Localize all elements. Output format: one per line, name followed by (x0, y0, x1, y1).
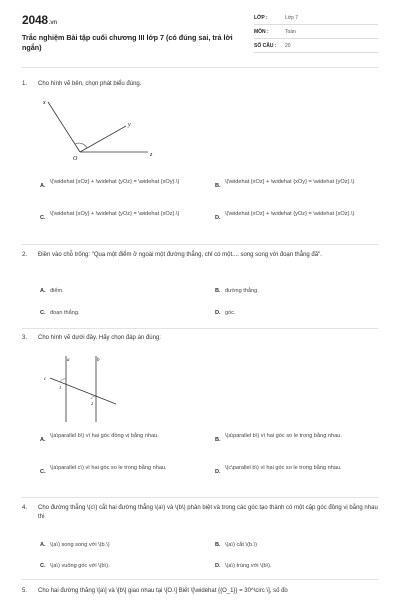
option-text: \(a\) trùng với \(b\). (225, 563, 272, 569)
meta-label: MÔN : (254, 29, 269, 35)
option-letter: D. (215, 563, 221, 569)
option-text: \(\widehat {xOz} + \widehat {yOz} = \widehat {xOz}.\) (225, 211, 355, 217)
option-text: \(c\parallel b\) vì hai góc so le trong bằng nhau. (225, 465, 342, 471)
question-5 (22, 587, 378, 599)
option-letter: A. (40, 183, 46, 189)
meta-label: LỚP : (254, 15, 268, 21)
label-b: b (97, 358, 100, 363)
option-letter: D. (215, 310, 221, 316)
option-letter: D. (215, 215, 221, 221)
option-text: góc. (225, 310, 236, 316)
angle-figure (40, 96, 160, 166)
question-text: Cho hai đường thẳng \[a\] và \[b\] giao nhau tại \[O.\] Biết \[\widehat {{O_1}} = 30^\circ \], số đo (38, 588, 288, 594)
option-letter: B. (215, 183, 221, 189)
question-text: Cho đường thẳng \(c\) cắt hai đường thẳng \(a\) và \(b\) phân biệt và trong các góc tạo thành có một cặp góc đồng vị bằng nhau thì (38, 505, 378, 520)
label-angle-1: 1 (59, 385, 62, 390)
label-c: c (44, 377, 47, 382)
question-number: 4. (22, 505, 28, 511)
ray-oy (80, 126, 126, 152)
option-text: \(\widehat {xOz} + \widehat {xOy} = \widehat {yOz}.\) (225, 179, 355, 185)
question-number: 5. (22, 588, 28, 594)
option-text: \(a\parallel c\) vì hai góc so le trong bằng nhau. (50, 465, 167, 471)
meta-value: Lớp 7 (285, 15, 299, 21)
meta-row-count (254, 40, 378, 53)
question-divider (22, 244, 378, 245)
meta-row-class (254, 12, 378, 25)
option-letter: D. (215, 469, 221, 475)
option-text: \(a\) song song với \(b.\) (50, 542, 110, 548)
option-text: \(a\) cắt \(b.\) (225, 542, 258, 548)
label-a: a (67, 358, 70, 363)
option-letter: B. (215, 437, 221, 443)
option-text: điểm. (50, 288, 64, 294)
question-text: Điền vào chỗ trống: "Qua một điểm ở ngoài một đường thẳng, chỉ có một.... song song với đoạn thẳng đã". (38, 252, 322, 258)
question-number: 3. (22, 335, 28, 341)
label-z: z (150, 152, 153, 158)
question-text: Cho hình vẽ bên, chọn phát biểu đúng. (38, 81, 142, 87)
option-letter: C. (40, 563, 46, 569)
logo-suffix: .vn (48, 20, 57, 26)
option-letter: A. (40, 288, 46, 294)
option-text: \(a\parallel b\) vì hai góc đồng vị bằng nhau. (50, 433, 159, 439)
question-3 (22, 334, 378, 494)
header-divider (22, 67, 378, 68)
logo-text: 2048 (22, 13, 48, 27)
option-text: \(\widehat {xOz} + \widehat {yOz} = \widehat {xOy}.\) (50, 179, 180, 185)
option-text: đường thẳng. (225, 288, 259, 294)
question-divider (22, 328, 378, 329)
option-letter: A. (40, 437, 46, 443)
label-y: y (128, 122, 131, 128)
question-4 (22, 504, 378, 576)
question-number: 1. (22, 81, 28, 87)
parallel-lines-figure (40, 352, 140, 424)
site-logo[interactable] (22, 13, 57, 27)
question-1 (22, 80, 378, 240)
option-letter: C. (40, 310, 46, 316)
option-letter: C. (40, 215, 46, 221)
question-text: Cho hình vẽ dưới đây. Hãy chọn đáp án đúng: (38, 335, 161, 341)
meta-row-subject (254, 26, 378, 39)
label-o: O (73, 156, 78, 162)
document-title: Trắc nghiệm Bài tập cuối chương III lớp 7 (có đúng sai, trả lời ngắn) (22, 33, 233, 52)
question-divider (22, 579, 378, 580)
label-angle-2: 2 (91, 401, 94, 406)
option-letter: A. (40, 542, 46, 548)
option-letter: B. (215, 288, 221, 294)
angle-arc-2 (91, 396, 96, 399)
option-text: \(a\) vuông góc với \(b\). (50, 563, 110, 569)
meta-label: SỐ CÂU : (254, 43, 277, 49)
angle-arc-1 (60, 379, 66, 382)
question-number: 2. (22, 252, 28, 258)
ray-ox (48, 102, 80, 152)
question-divider (22, 497, 378, 498)
option-letter: B. (215, 542, 221, 548)
meta-value: 20 (285, 43, 291, 49)
question-2 (22, 251, 378, 321)
page-header (0, 0, 400, 62)
option-text: đoạn thẳng. (50, 310, 80, 316)
meta-value: Toán (285, 29, 296, 35)
option-letter: C. (40, 469, 46, 475)
option-text: \(\widehat {xOy} + \widehat {yOz} = \widehat {xOz}.\) (50, 211, 180, 217)
option-text: \(a\parallel b\) vì hai góc so le trong bằng nhau. (225, 433, 342, 439)
label-x: x (43, 100, 46, 106)
